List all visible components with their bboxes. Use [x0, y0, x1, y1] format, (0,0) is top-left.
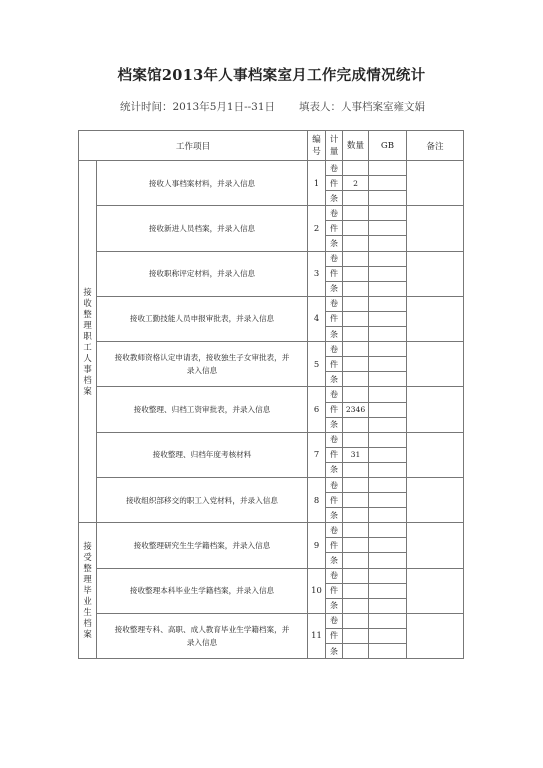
quantity-cell — [343, 644, 369, 659]
unit-cell: 卷 — [326, 613, 343, 628]
unit-cell: 条 — [326, 236, 343, 251]
gb-cell — [369, 372, 407, 387]
quantity-cell — [343, 568, 369, 583]
header-remark: 备注 — [407, 131, 464, 161]
category-char: 档 — [83, 374, 92, 385]
category-char: 生 — [83, 607, 92, 618]
table-row — [79, 342, 464, 357]
gb-cell — [369, 206, 407, 221]
unit-cell: 条 — [326, 462, 343, 477]
item-number: 7 — [308, 432, 326, 477]
category-char: 接 — [83, 286, 92, 297]
unit-cell: 卷 — [326, 432, 343, 447]
unit-cell: 卷 — [326, 161, 343, 176]
gb-cell — [369, 266, 407, 281]
gb-cell — [369, 508, 407, 523]
gb-cell — [369, 402, 407, 417]
quantity-cell — [343, 357, 369, 372]
header-gb: GB — [369, 131, 407, 161]
quantity-cell: 2346 — [343, 402, 369, 417]
header-number — [308, 131, 326, 161]
gb-cell — [369, 568, 407, 583]
unit-cell: 条 — [326, 598, 343, 613]
unit-cell: 条 — [326, 553, 343, 568]
quantity-cell — [343, 327, 369, 342]
item-label: 接收新进人员档案，并录入信息 — [97, 206, 308, 251]
item-label: 接收整理专科、高职、成人教育毕业生学籍档案，并录入信息 — [97, 613, 308, 658]
gb-cell — [369, 417, 407, 432]
unit-cell: 件 — [326, 266, 343, 281]
gb-cell — [369, 613, 407, 628]
quantity-cell — [343, 523, 369, 538]
unit-cell: 卷 — [326, 296, 343, 311]
header-quantity — [343, 131, 369, 161]
table-row — [79, 523, 464, 538]
quantity-cell — [343, 387, 369, 402]
gb-cell — [369, 236, 407, 251]
quantity-cell — [343, 613, 369, 628]
item-label: 接收组织部移交的职工入党材料，并录入信息 — [97, 477, 308, 522]
quantity-cell — [343, 508, 369, 523]
quantity-cell — [343, 462, 369, 477]
filler: 填表人：人事档案室雍文娟 — [299, 101, 426, 113]
unit-cell: 件 — [326, 176, 343, 191]
header-measure — [326, 131, 343, 161]
item-label: 接收整理、归档工资审批表，并录入信息 — [97, 387, 308, 432]
quantity-cell — [343, 161, 369, 176]
quantity-cell — [343, 296, 369, 311]
unit-cell: 件 — [326, 583, 343, 598]
category-char: 档 — [83, 618, 92, 629]
table-row — [79, 161, 464, 176]
unit-cell: 件 — [326, 538, 343, 553]
remark-cell — [407, 613, 464, 658]
gb-cell — [369, 191, 407, 206]
unit-cell: 件 — [326, 628, 343, 643]
unit-cell: 卷 — [326, 251, 343, 266]
remark-cell — [407, 387, 464, 432]
gb-cell — [369, 477, 407, 492]
gb-cell — [369, 221, 407, 236]
category-char: 事 — [83, 363, 92, 374]
gb-cell — [369, 432, 407, 447]
gb-cell — [369, 493, 407, 508]
unit-cell: 条 — [326, 417, 343, 432]
stat-time: 统计时间：2013年5月1日--31日 — [120, 101, 276, 113]
gb-cell — [369, 281, 407, 296]
quantity-cell — [343, 372, 369, 387]
item-number: 11 — [308, 613, 326, 658]
gb-cell — [369, 538, 407, 553]
remark-cell — [407, 477, 464, 522]
item-number: 5 — [308, 342, 326, 387]
item-label: 接收人事档案材料，并录入信息 — [97, 161, 308, 206]
quantity-cell — [343, 432, 369, 447]
table-row — [79, 477, 464, 492]
unit-cell: 卷 — [326, 206, 343, 221]
gb-cell — [369, 176, 407, 191]
quantity-cell — [343, 477, 369, 492]
category-char: 理 — [83, 319, 92, 330]
category-char: 受 — [83, 552, 92, 563]
item-number: 4 — [308, 296, 326, 341]
remark-cell — [407, 342, 464, 387]
unit-cell: 条 — [326, 508, 343, 523]
header-quantity-text: 数量 — [346, 140, 365, 151]
gb-cell — [369, 598, 407, 613]
unit-cell: 件 — [326, 493, 343, 508]
category-char: 案 — [83, 629, 92, 640]
gb-cell — [369, 251, 407, 266]
statistics-table — [78, 130, 464, 659]
item-number: 3 — [308, 251, 326, 296]
category-char: 工 — [83, 341, 92, 352]
gb-cell — [369, 644, 407, 659]
gb-cell — [369, 628, 407, 643]
quantity-cell — [343, 236, 369, 251]
category-char: 人 — [83, 352, 92, 363]
category-char: 毕 — [83, 585, 92, 596]
gb-cell — [369, 523, 407, 538]
item-label: 接收整理研究生生学籍档案，并录入信息 — [97, 523, 308, 568]
quantity-cell — [343, 553, 369, 568]
gb-cell — [369, 387, 407, 402]
table-row — [79, 251, 464, 266]
document-subtitle — [120, 99, 425, 114]
item-number: 1 — [308, 161, 326, 206]
table-body — [79, 161, 464, 659]
unit-cell: 条 — [326, 327, 343, 342]
item-label: 接收职称评定材料，并录入信息 — [97, 251, 308, 296]
document-title: 档案馆2013年人事档案室月工作完成情况统计 — [117, 67, 426, 84]
category-cell — [79, 523, 97, 659]
gb-cell — [369, 553, 407, 568]
item-label: 接收工勤技能人员申报审批表，并录入信息 — [97, 296, 308, 341]
unit-cell: 件 — [326, 402, 343, 417]
category-char: 理 — [83, 574, 92, 585]
gb-cell — [369, 357, 407, 372]
category-char: 整 — [83, 563, 92, 574]
remark-cell — [407, 523, 464, 568]
quantity-cell: 31 — [343, 447, 369, 462]
gb-cell — [369, 327, 407, 342]
unit-cell: 卷 — [326, 523, 343, 538]
unit-cell: 件 — [326, 221, 343, 236]
category-char: 收 — [83, 297, 92, 308]
header-number-text: 编号 — [312, 134, 321, 157]
gb-cell — [369, 161, 407, 176]
header-measure-text: 计量 — [329, 134, 339, 157]
unit-cell: 条 — [326, 281, 343, 296]
category-char: 职 — [83, 330, 92, 341]
quantity-cell — [343, 598, 369, 613]
remark-cell — [407, 296, 464, 341]
item-number: 9 — [308, 523, 326, 568]
quantity-cell — [343, 221, 369, 236]
category-char: 业 — [83, 596, 92, 607]
remark-cell — [407, 161, 464, 206]
quantity-cell — [343, 538, 369, 553]
table-row — [79, 206, 464, 221]
unit-cell: 卷 — [326, 342, 343, 357]
table-row — [79, 387, 464, 402]
gb-cell — [369, 296, 407, 311]
quantity-cell — [343, 583, 369, 598]
unit-cell: 条 — [326, 191, 343, 206]
remark-cell — [407, 568, 464, 613]
unit-cell: 条 — [326, 644, 343, 659]
quantity-cell — [343, 628, 369, 643]
quantity-cell — [343, 191, 369, 206]
item-number: 2 — [308, 206, 326, 251]
header-project: 工作项目 — [79, 131, 308, 161]
quantity-cell — [343, 417, 369, 432]
quantity-cell: 2 — [343, 176, 369, 191]
item-label: 接收整理、归档年度考核材料 — [97, 432, 308, 477]
table-row — [79, 432, 464, 447]
category-char: 接 — [83, 541, 92, 552]
unit-cell: 卷 — [326, 387, 343, 402]
unit-cell: 件 — [326, 357, 343, 372]
remark-cell — [407, 251, 464, 296]
gb-cell — [369, 583, 407, 598]
quantity-cell — [343, 206, 369, 221]
gb-cell — [369, 462, 407, 477]
category-char: 整 — [83, 308, 92, 319]
quantity-cell — [343, 251, 369, 266]
item-number: 6 — [308, 387, 326, 432]
quantity-cell — [343, 342, 369, 357]
unit-cell: 卷 — [326, 568, 343, 583]
quantity-cell — [343, 266, 369, 281]
item-number: 8 — [308, 477, 326, 522]
quantity-cell — [343, 311, 369, 326]
unit-cell: 件 — [326, 311, 343, 326]
quantity-cell — [343, 281, 369, 296]
category-cell — [79, 161, 97, 523]
table-header-row — [79, 131, 464, 161]
remark-cell — [407, 206, 464, 251]
table-row — [79, 296, 464, 311]
quantity-cell — [343, 493, 369, 508]
table-row — [79, 568, 464, 583]
unit-cell: 件 — [326, 447, 343, 462]
remark-cell — [407, 432, 464, 477]
item-label: 接收整理本科毕业生学籍档案，并录入信息 — [97, 568, 308, 613]
unit-cell: 卷 — [326, 477, 343, 492]
unit-cell: 条 — [326, 372, 343, 387]
item-label: 接收教师资格认定申请表，接收独生子女审批表，并录入信息 — [97, 342, 308, 387]
category-char: 案 — [83, 385, 92, 396]
table-row — [79, 613, 464, 628]
item-number: 10 — [308, 568, 326, 613]
gb-cell — [369, 447, 407, 462]
gb-cell — [369, 342, 407, 357]
gb-cell — [369, 311, 407, 326]
